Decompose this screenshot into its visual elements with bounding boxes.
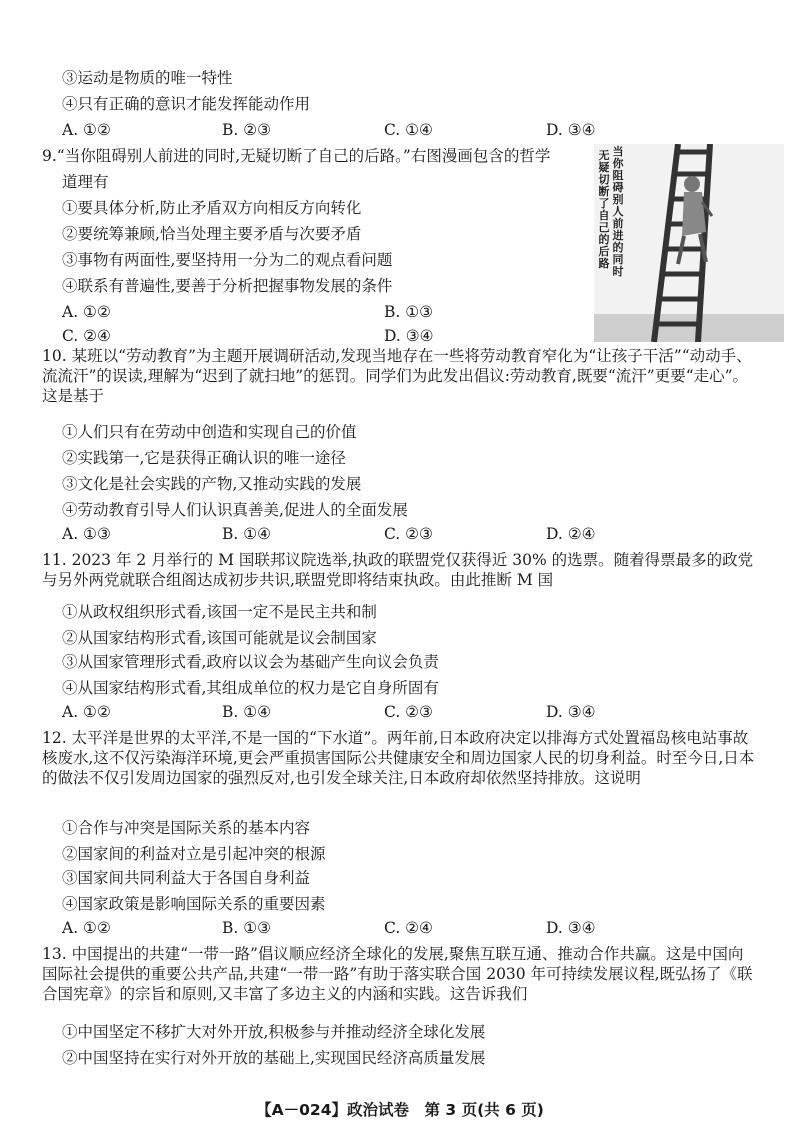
q10-option-4: ④劳动教育引导人们认识真善美,促进人的全面发展 — [62, 501, 408, 519]
q11-option-2: ②从国家结构形式看,该国可能就是议会制国家 — [62, 629, 377, 647]
q11-option-1: ①从政权组织形式看,该国一定不是民主共和制 — [62, 603, 377, 621]
q11-option-4: ④从国家结构形式看,其组成单位的权力是它自身所固有 — [62, 679, 439, 697]
q8-choice-d: D. ③④ — [546, 121, 596, 139]
ladder-drawing — [594, 144, 784, 342]
q12-stem: 12. 太平洋是世界的太平洋,不是一国的“下水道”。两年前,日本政府决定以排海方式处置福岛核电站事故核废水,这不仅污染海洋环境,更会严重损害国际公共健康安全和周边国家人民的切身利益。时至今日,日本的做法不仅引发周边国家的强烈反对,也引发全球关注,日本政府却依然坚持排放。这说明 — [42, 729, 755, 787]
q9-choice-b: B. ①③ — [384, 303, 434, 321]
q9-choice-d: D. ③④ — [384, 327, 434, 345]
q8-choice-c: C. ①④ — [384, 121, 433, 139]
q9-option-4: ④联系有普遍性,要善于分析把握事物发展的条件 — [62, 277, 393, 295]
q10-option-1: ①人们只有在劳动中创造和实现自己的价值 — [62, 423, 357, 441]
q10-option-3: ③文化是社会实践的产物,又推动实践的发展 — [62, 475, 362, 493]
q9-option-1: ①要具体分析,防止矛盾双方向相反方向转化 — [62, 199, 362, 217]
q9-cartoon-image — [594, 144, 784, 342]
q13-stem: 13. 中国提出的共建“一带一路”倡议顺应经济全球化的发展,聚焦互联互通、推动合作共赢。这是中国向国际社会提供的重要公共产品,共建“一带一路”有助于落实联合国 2030 年可持续发展议程,既弘扬了《联合国宪章》的宗旨和原则,又丰富了多边主义的内涵和实践。这告诉我们 — [42, 945, 753, 1003]
q9-choice-a: A. ①② — [62, 303, 111, 321]
q11-choice-d: D. ③④ — [546, 703, 596, 721]
q12-option-4: ④国家政策是影响国际关系的重要因素 — [62, 895, 326, 913]
q11-stem: 11. 2023 年 2 月举行的 M 国联邦议院选举,执政的联盟党仅获得近 30% 的选票。随着得票最多的政党与另外两党就联合组阁达成初步共识,联盟党即将结束执政。由此推断 M 国 — [42, 551, 754, 589]
cartoon-caption-right: 当你阻碍别人前进的同时 — [612, 145, 624, 278]
q10-choice-b: B. ①④ — [222, 525, 272, 543]
q12-option-3: ③国家间共同利益大于各国自身利益 — [62, 869, 311, 887]
q10-choice-a: A. ①③ — [62, 525, 111, 543]
q8-choice-b: B. ②③ — [222, 121, 272, 139]
q8-option-4: ④只有正确的意识才能发挥能动作用 — [62, 95, 311, 113]
q12-choice-b: B. ①③ — [222, 919, 272, 937]
q12-choice-d: D. ③④ — [546, 919, 596, 937]
q13-option-2: ②中国坚持在实行对外开放的基础上,实现国民经济高质量发展 — [62, 1049, 486, 1067]
q10-choice-d: D. ②④ — [546, 525, 596, 543]
page-footer: 【A－024】政治试卷 第 3 页(共 6 页) — [256, 1101, 544, 1119]
q9-stem-line2: 道理有 — [62, 173, 109, 191]
q11-choice-c: C. ②③ — [384, 703, 433, 721]
q12-option-2: ②国家间的利益对立是引起冲突的根源 — [62, 845, 326, 863]
q12-option-1: ①合作与冲突是国际关系的基本内容 — [62, 819, 311, 837]
q10-stem: 10. 某班以“劳动教育”为主题开展调研活动,发现当地存在一些将劳动教育窄化为“让孩子干活”“动动手、流流汗”的误读,理解为“迟到了就扫地”的惩罚。同学们为此发出倡议:劳动教育,既要“流汗”更要“走心”。这是基于 — [42, 347, 752, 405]
q9-option-3: ③事物有两面性,要坚持用一分为二的观点看问题 — [62, 251, 393, 269]
q8-option-3: ③运动是物质的唯一特性 — [62, 69, 233, 87]
cartoon-caption-left: 无疑切断了自己的后路 — [598, 149, 610, 270]
q9-option-2: ②要统筹兼顾,恰当处理主要矛盾与次要矛盾 — [62, 225, 362, 243]
q9-stem-line1: 9.“当你阻碍别人前进的同时,无疑切断了自己的后路。”右图漫画包含的哲学 — [42, 147, 551, 165]
q12-choice-c: C. ②④ — [384, 919, 433, 937]
q9-choice-c: C. ②④ — [62, 327, 111, 345]
q11-choice-a: A. ①② — [62, 703, 111, 721]
q11-choice-b: B. ①④ — [222, 703, 272, 721]
q12-choice-a: A. ①② — [62, 919, 111, 937]
q8-choice-a: A. ①② — [62, 121, 111, 139]
q10-choice-c: C. ②③ — [384, 525, 433, 543]
q13-option-1: ①中国坚定不移扩大对外开放,积极参与并推动经济全球化发展 — [62, 1023, 486, 1041]
q11-option-3: ③从国家管理形式看,政府以议会为基础产生向议会负责 — [62, 653, 439, 671]
q10-option-2: ②实践第一,它是获得正确认识的唯一途径 — [62, 449, 346, 467]
